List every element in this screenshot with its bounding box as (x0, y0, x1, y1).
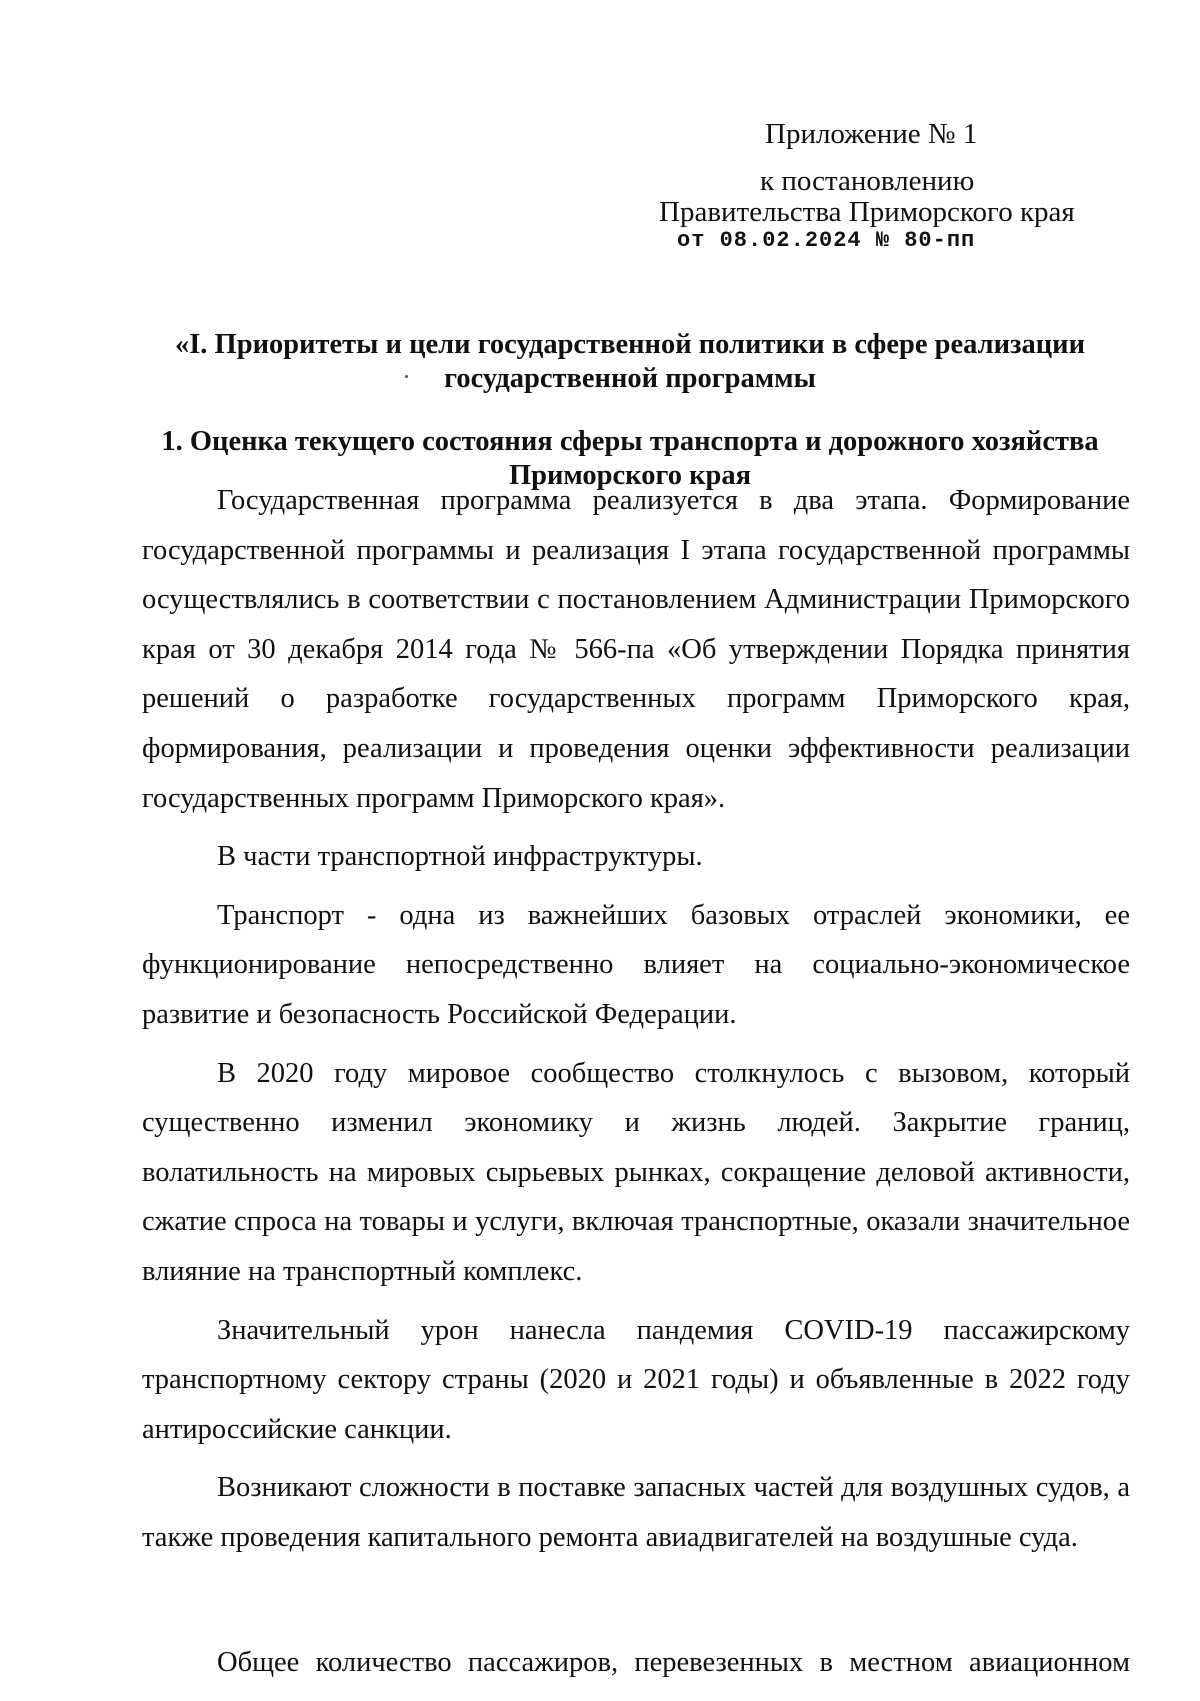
appendix-date-number: от 08.02.2024 № 80-пп (677, 228, 976, 253)
appendix-resolution-line: к постановлению (760, 165, 975, 197)
appendix-title: Приложение № 1 (765, 118, 978, 150)
body-text (142, 476, 1130, 1562)
scan-artifact (405, 375, 408, 378)
appendix-government-line: Правительства Приморского края (659, 196, 1075, 228)
paragraph-transport-infrastructure: В части транспортной инфраструктуры. (217, 841, 703, 873)
section-heading (140, 328, 1120, 396)
paragraph-stages: Государственная программа реализуется в два этапа. Формирование государственной программы и реализация I этапа государственной программы осуществлялись в соответствии с постановлением Администрации Приморского края от 30 декабря 2014 года № 566-па «Об утверждении Порядка принятия решений о разработке государственных программ Приморского края, формирования, реализации и проведения оценки эффективности реализации государственных программ Приморского края». (142, 485, 1130, 814)
subsection-heading-line-2: Приморского края (508, 460, 752, 491)
section-heading-line-1: «I. Приоритеты и цели государственной политики в сфере реализации (174, 329, 1086, 360)
paragraph-transport-role: Транспорт - одна из важнейших базовых отраслей экономики, ее функционирование непосредственно влияет на социально-экономическое развитие и безопасность Российской Федерации. (142, 899, 1130, 1030)
paragraph-covid-sanctions: Значительный урон нанесла пандемия COVID-19 пассажирскому транспортному сектору страны (2020 и 2021 годы) и объявленные в 2022 году антироссийские санкции. (142, 1314, 1130, 1445)
subsection-heading-line-1: 1. Оценка текущего состояния сферы транспорта и дорожного хозяйства (161, 426, 1099, 457)
paragraph-passengers-start: Общее количество пассажиров, перевезенных в местном авиационном (217, 1647, 1130, 1678)
section-heading-line-2: государственной программы (444, 363, 816, 394)
paragraph-2020-challenge: В 2020 году мировое сообщество столкнулось с вызовом, который существенно изменил экономику и жизнь людей. Закрытие границ, волатильность на мировых сырьевых рынках, сокращение деловой активности, сжатие спроса на товары и услуги, включая транспортные, оказали значительное влияние на транспортный комплекс. (142, 1057, 1130, 1287)
paragraph-spare-parts: Возникают сложности в поставке запасных частей для воздушных судов, а также проведения капитального ремонта авиадвигателей на воздушные суда. (142, 1472, 1130, 1553)
